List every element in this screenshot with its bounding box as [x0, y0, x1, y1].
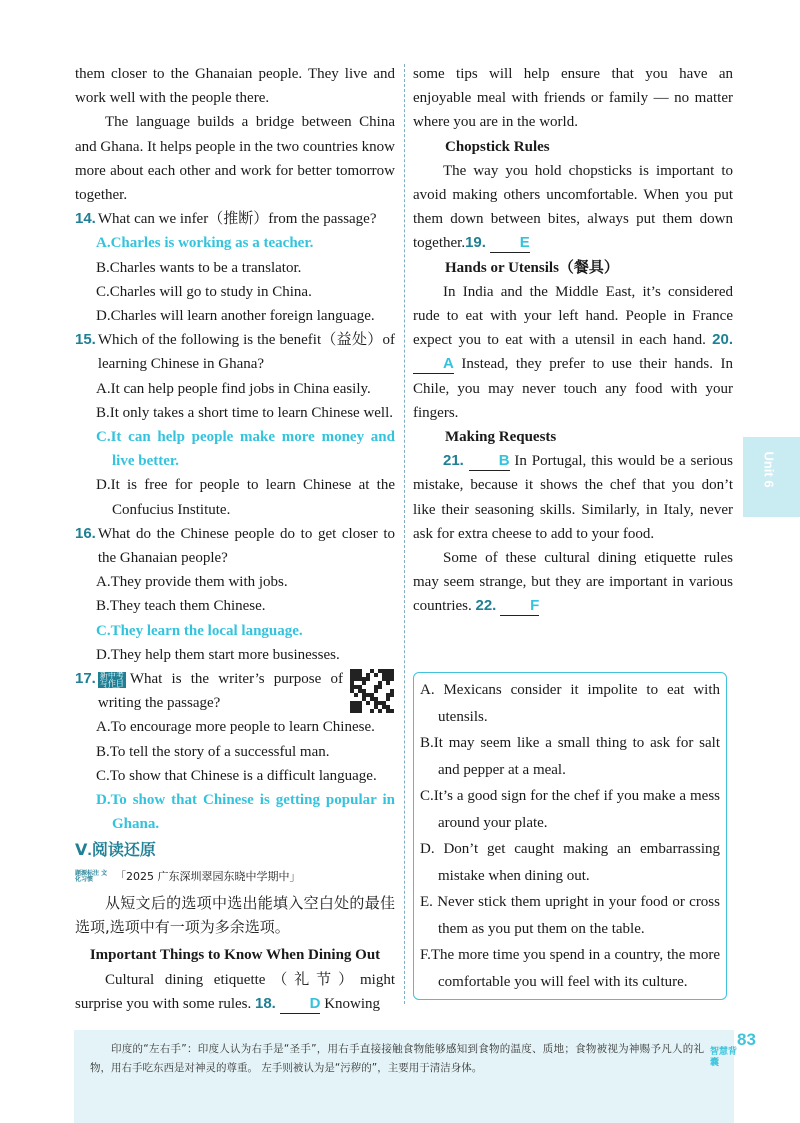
answer-option[interactable]: B.It only takes a short time to learn Chinese well.: [96, 404, 394, 421]
heading-chopstick: Chopstick Rules: [445, 138, 550, 155]
answer-blank-20[interactable]: A: [413, 355, 454, 374]
answer-option[interactable]: B.Charles wants to be a translator.: [96, 259, 302, 276]
passage-intro: [75, 968, 395, 1016]
question-17: [75, 667, 395, 715]
question-number: 14.: [75, 210, 96, 228]
blank-number-19: 19.: [465, 234, 486, 252]
blank-number-20: 20.: [712, 331, 733, 349]
question-text: What do the Chinese people do to get closer to the Ghanaian people?: [97, 525, 395, 567]
new-exam-badge: 新中考 写作目的题: [99, 670, 124, 696]
question-number: 15.: [75, 331, 96, 349]
passage-intro-text: Cultural dining etiquette（礼节）might surprise you with some rules.: [75, 971, 395, 1012]
paragraph-conclusion: [413, 546, 733, 619]
answer-option[interactable]: A.Charles is working as a teacher.: [96, 235, 314, 252]
question-15: [75, 328, 395, 376]
section-title: Ⅴ.阅读还原: [75, 841, 156, 859]
question-text: What can we infer（推断）from the passage?: [97, 211, 377, 228]
passage-text: some tips will help ensure that you have an enjoyable meal with friends or family — no matter where you are in the world.: [413, 66, 733, 131]
footer-note: 印度的“左右手”：印度人认为右手是“圣手”，用右手直接接触食物能够感知到食物的温度、质地；食物被视为神赐予凡人的礼物，用右手吃东西是对神灵的尊重。 左手则被认为是“污秽的”，主要用于清洁身体。: [90, 1043, 704, 1074]
paragraph-chopstick-text: The way you hold chopsticks is important to avoid making others uncomfortable. When you put them down between bites, always put them down together.: [413, 162, 733, 252]
column-divider: [404, 64, 405, 1004]
answer-option[interactable]: C.To show that Chinese is a difficult language.: [96, 767, 377, 784]
answer-blank-18[interactable]: D: [280, 995, 321, 1014]
answer-option[interactable]: D.They help them start more businesses.: [96, 646, 340, 663]
passage-continued: them closer to the Ghanaian people. They live and work well with the people there.: [75, 66, 395, 107]
left-column: [75, 62, 395, 1016]
answer-option[interactable]: C.It can help people make more money and live better.: [96, 429, 395, 470]
page-number: 83: [737, 1030, 756, 1049]
paragraph-conclusion-text: Some of these cultural dining etiquette rules may seem strange, but they are important in various countries.: [413, 550, 733, 615]
source-badge: 题源标注 文化习惯: [75, 869, 108, 883]
question-16: [75, 522, 395, 570]
paragraph-hands-tail: Instead, they prefer to use their hands. In Chile, you may never touch any food with your fingers.: [413, 356, 733, 421]
heading-requests: Making Requests: [445, 429, 557, 446]
question-number: 16.: [75, 524, 96, 542]
heading-hands: Hands or Utensils（餐具）: [445, 259, 619, 276]
answer-blank-22[interactable]: F: [500, 597, 539, 616]
paragraph-requests: [413, 449, 733, 546]
paragraph-requests-text: In Portugal, this would be a serious mistake, because it shows the chef that you don’t like their seasoning skills. Similarly, in Italy, never ask for extra cheese to add to your food.: [413, 453, 733, 542]
option-item: D. Don’t get caught making an embarrassing mistake when dining out.: [420, 841, 720, 884]
paragraph-hands-text: In India and the Middle East, it’s considered rude to eat with your left hand. People in France expect you to eat with a utensil in each hand.: [413, 283, 733, 349]
answer-option[interactable]: C.Charles will go to study in China.: [96, 283, 312, 300]
paragraph-chopstick: [413, 159, 733, 256]
answer-option[interactable]: B.They teach them Chinese.: [96, 598, 266, 615]
blank-number-21: 21.: [443, 452, 464, 470]
blank-number-18: 18.: [254, 994, 276, 1012]
options-box: [413, 672, 727, 1000]
answer-option[interactable]: C.They learn the local language.: [96, 622, 303, 639]
footer-note-box: [74, 1030, 734, 1123]
qr-code-icon[interactable]: [349, 669, 395, 713]
answer-option[interactable]: B.To tell the story of a successful man.: [96, 743, 330, 760]
answer-option[interactable]: D.Charles will learn another foreign language.: [96, 308, 375, 325]
answer-blank-21[interactable]: B: [469, 452, 510, 471]
option-item: E. Never stick them upright in your food or cross them as you put them on the table.: [420, 894, 720, 937]
answer-blank-19[interactable]: E: [490, 234, 530, 253]
question-text: Which of the following is the benefit（益处）of learning Chinese in Ghana?: [97, 332, 395, 373]
answer-option[interactable]: A.They provide them with jobs.: [96, 574, 288, 591]
blank-number-22: 22.: [475, 597, 497, 615]
source-text: 「2025 广东深圳翠园东晓中学期中」: [115, 869, 301, 883]
unit-side-tab: [743, 437, 800, 517]
answer-option[interactable]: A.To encourage more people to learn Chinese.: [96, 719, 375, 736]
option-item: F.The more time you spend in a country, the more comfortable you will feel with its culture.: [420, 947, 720, 990]
question-text: What is the writer’s purpose of writing the passage?: [97, 671, 343, 712]
passage-intro-tail: Knowing: [324, 995, 381, 1012]
question-list: [75, 207, 395, 836]
source-line: [75, 865, 395, 889]
option-item: A. Mexicans consider it impolite to eat with utensils.: [420, 682, 720, 725]
paragraph-hands: [413, 280, 733, 425]
footer-badge: 智慧背囊: [710, 1047, 738, 1068]
option-item: C.It’s a good sign for the chef if you make a mess around your plate.: [420, 788, 720, 831]
right-column: [413, 62, 733, 619]
passage-title: Important Things to Know When Dining Out: [89, 947, 381, 964]
answer-option[interactable]: D.To show that Chinese is getting popular in Ghana.: [96, 792, 395, 833]
option-item: B.It may seem like a small thing to ask for salt and pepper at a meal.: [420, 735, 720, 778]
answer-option[interactable]: A.It can help people find jobs in China easily.: [96, 380, 371, 397]
question-14: [75, 207, 395, 231]
passage-paragraph: The language builds a bridge between China and Ghana. It helps people in the two countries know more about each other and work for better tomorrow together.: [75, 114, 395, 204]
unit-tab-label: Unit 6: [761, 451, 777, 488]
answer-option[interactable]: D.It is free for people to learn Chinese at the Confucius Institute.: [96, 477, 395, 518]
instruction: 从短文后的选项中选出能填入空白处的最佳选项,选项中有一项为多余选项。: [75, 893, 395, 937]
question-number: 17.: [75, 670, 96, 688]
